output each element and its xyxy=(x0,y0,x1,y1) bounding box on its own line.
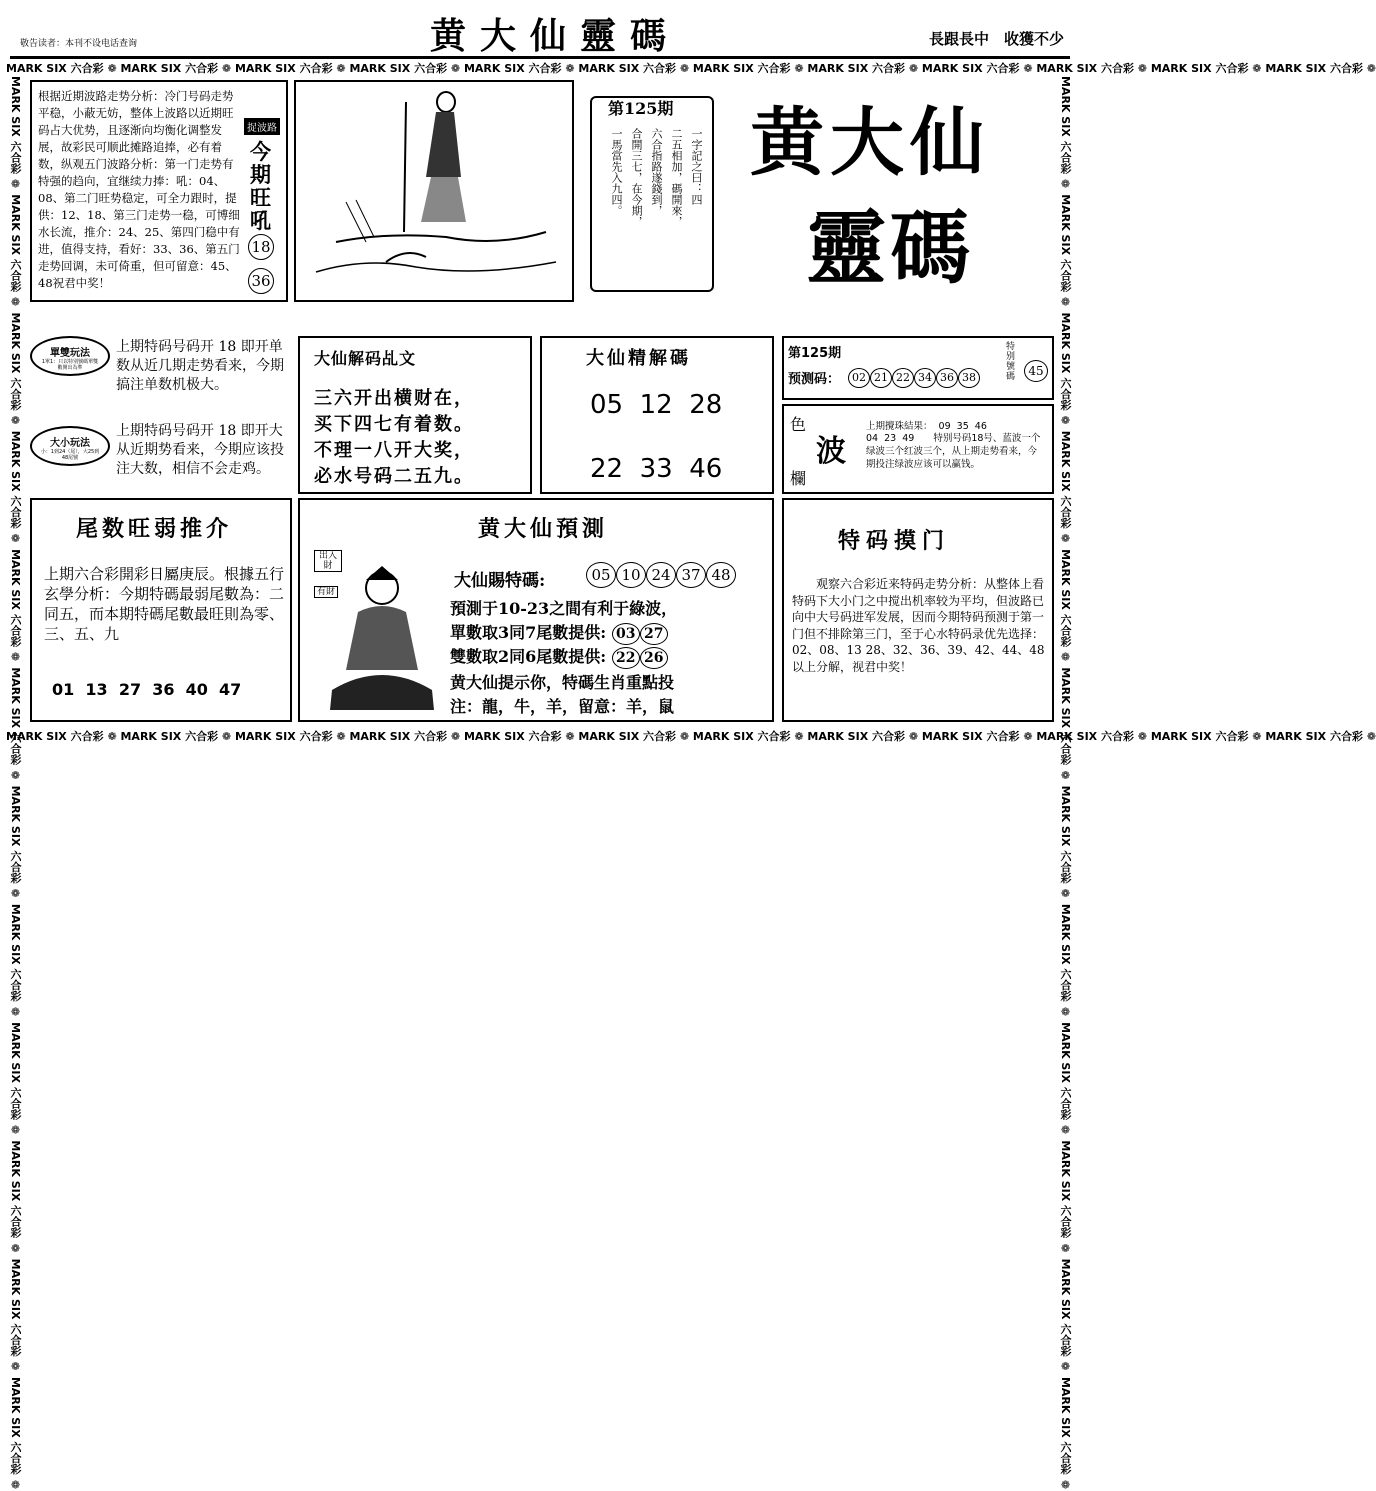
analysis-side-title: 今期旺吼 xyxy=(250,139,271,233)
seated-sage-image xyxy=(322,560,442,716)
odd-even-panel xyxy=(30,336,292,414)
logo xyxy=(750,84,1040,294)
sage-figure-image xyxy=(296,82,572,300)
big-small-label: 大小玩法 xyxy=(50,438,90,449)
odd-even-text: 上期特码号码开 18 即开单数从近几期走势看来，今期搞注单数机极大。 xyxy=(116,339,284,393)
odd-even-label: 單雙玩法 xyxy=(50,348,90,359)
sage-painting xyxy=(294,80,574,302)
seal-1-text: 出入財 xyxy=(318,551,337,571)
analysis-text: 根据近期波路走势分析：冷门号码走势平稳，小蔽无妨，整体上波路以近期旺码占大优势，且逐渐向均衡化调整发展，故彩民可顺此摊路追捧，必有着数，纵观五门波路分析：第一门走势有特强的趋向，宜继续力捧：吼：04、08、第二门旺势稳定，可全力跟时，提供：12、18、第三门走势一稳，可博细水长流，推介：24、25、第四门稳中有进，值得支持，看好：33、36、第五门走势回调，未可倚重，但可留意：45、48祝君中奖！ xyxy=(38,89,240,290)
special-door-title: 特码摸门 xyxy=(838,528,951,554)
forecast-line-2: 單數取3同7尾數提供: 03 27 xyxy=(450,620,668,645)
big-small-panel xyxy=(30,420,292,498)
analysis-number-2: 36 xyxy=(248,268,274,294)
logo-line-2: 靈碼 xyxy=(806,201,974,295)
scroll-verse-1: 一字記之曰：四 xyxy=(690,128,703,205)
color-wave-label-2: 欄 xyxy=(790,469,807,488)
analysis-number-1: 18 xyxy=(248,234,274,260)
tail-text: 上期六合彩開彩日屬庚辰。根據五行玄學分析：今期特碼最弱尾數為：二同五，而本期特碼尾數最旺則為零、三、五、九 xyxy=(44,565,285,643)
scroll-verse-2: 二五相加，碼開來， xyxy=(670,128,683,227)
poem-panel xyxy=(298,336,532,494)
forecast-line-3: 雙數取2同6尾數提供: 22 26 xyxy=(450,644,668,669)
scroll-issue: 第125期 xyxy=(608,99,674,118)
border-bottom: MARK SIX 六合彩 ❁ MARK SIX 六合彩 ❁ MARK SIX 六合彩 ❁ MARK SIX 六合彩 ❁ MARK SIX 六合彩 ❁ MARK SIX 六合彩 ❁ MARK SIX 六合彩 ❁ MARK SIX 六合彩 ❁ MARK SIX 六合彩 ❁ MARK SIX 六合彩 ❁ MARK SIX 六合彩 ❁ MARK SIX 六合彩 ❁ xyxy=(6,730,1376,743)
scroll-verse-4: 合開三七，在今期， xyxy=(630,128,643,227)
big-small-text: 上期特码号码开 18 即开大从近期势看来，今期应该投注大数，相信不会走鸡。 xyxy=(116,423,284,477)
forecast-line-4: 黄大仙提示你，特碼生肖重點投 xyxy=(450,673,675,692)
analysis-badge: 捉波路 xyxy=(244,118,280,135)
tail-numbers: 01 13 27 36 40 47 xyxy=(52,680,242,699)
color-wave-big: 波 xyxy=(816,434,846,469)
page-title: 黄大仙靈碼 xyxy=(430,15,681,57)
forecast-panel xyxy=(298,498,774,722)
jingjie-row-2: 22 33 46 xyxy=(590,454,723,484)
forecast-special-label: 大仙賜特碼: xyxy=(454,571,546,591)
border-top: MARK SIX 六合彩 ❁ MARK SIX 六合彩 ❁ MARK SIX 六合彩 ❁ MARK SIX 六合彩 ❁ MARK SIX 六合彩 ❁ MARK SIX 六合彩 ❁ MARK SIX 六合彩 ❁ MARK SIX 六合彩 ❁ MARK SIX 六合彩 ❁ MARK SIX 六合彩 ❁ MARK SIX 六合彩 ❁ MARK SIX 六合彩 ❁ xyxy=(6,62,1376,75)
odd-even-sub: 1單1：只以特別號碼單雙數開出為準 xyxy=(41,359,99,371)
poem-line-3: 不理一八开大奖， xyxy=(314,440,474,461)
color-wave-text: 04 23 49 特别号码18号、蓝波一个绿波三个红波三个，从上期走势看来，今期投注绿波应该可以赢钱。 xyxy=(866,433,1041,470)
prediction-issue: 第125期 xyxy=(788,346,842,361)
scroll-verse-3: 六合指路遂錢到， xyxy=(650,128,663,216)
forecast-line-3-text: 雙數取2同6尾數提供: xyxy=(450,647,607,666)
jingjie-title: 大仙精解碼 xyxy=(586,348,691,369)
forecast-line-5: 注：龍，牛，羊，留意：羊，鼠 xyxy=(450,697,675,716)
border-right: MARK SIX 六合彩 ❁ MARK SIX 六合彩 ❁ MARK SIX 六合彩 ❁ MARK SIX 六合彩 ❁ MARK SIX 六合彩 ❁ MARK SIX 六合彩 ❁ MARK SIX 六合彩 ❁ MARK SIX 六合彩 ❁ MARK SIX 六合彩 ❁ MARK SIX 六合彩 ❁ MARK SIX 六合彩 ❁ MARK SIX 六合彩 ❁ xyxy=(1059,76,1072,1491)
forecast-line-2-text: 單數取3同7尾數提供: xyxy=(450,623,607,642)
prediction-numbers: 02 21 22 34 36 38 xyxy=(848,366,980,388)
special-door-text: 观察六合彩近来特码走势分析：从整体上看特码下大小门之中搅出机率较为平均，但波路已向中大号码进军发展，因而今期特码预测于第一门但不排除第三门，至于心水特码录优先选择：02、08、13 28、32、36、39、42、44、48以上分解，视君中奖！ xyxy=(792,577,1045,674)
prediction-label: 预测码： xyxy=(788,372,841,387)
special-number: 45 xyxy=(1024,360,1048,382)
jingjie-panel xyxy=(540,336,774,494)
forecast-title: 黄大仙預測 xyxy=(478,516,609,542)
forecast-line-1: 預測于10-23之間有利于綠波， xyxy=(450,599,678,618)
poem-line-4: 必水号码二五九。 xyxy=(314,466,474,487)
tail-title: 尾数旺弱推介 xyxy=(76,516,233,542)
analysis-panel xyxy=(30,80,288,302)
big-small-oval xyxy=(30,426,110,466)
forecast-special-numbers: 05 10 24 37 48 xyxy=(586,562,736,588)
odd-even-oval xyxy=(30,336,110,376)
jingjie-row-1: 05 12 28 xyxy=(590,390,723,420)
poem-title: 大仙解码乩文 xyxy=(314,349,417,368)
slogan: 長跟長中 收獲不少 xyxy=(928,30,1064,48)
special-door-panel xyxy=(782,498,1054,722)
poem-line-1: 三六开出横财在， xyxy=(314,388,474,409)
header-bar xyxy=(10,6,1070,59)
special-label: 特别號碼 xyxy=(1006,342,1016,382)
prediction-code-panel xyxy=(782,336,1054,400)
poem-line-2: 买下四七有着数。 xyxy=(314,414,474,435)
tail-number-panel xyxy=(30,498,292,722)
logo-line-1: 黄大仙 xyxy=(750,100,990,186)
color-wave-label-1: 色 xyxy=(790,415,807,434)
border-left: MARK SIX 六合彩 ❁ MARK SIX 六合彩 ❁ MARK SIX 六合彩 ❁ MARK SIX 六合彩 ❁ MARK SIX 六合彩 ❁ MARK SIX 六合彩 ❁ MARK SIX 六合彩 ❁ MARK SIX 六合彩 ❁ MARK SIX 六合彩 ❁ MARK SIX 六合彩 ❁ MARK SIX 六合彩 ❁ MARK SIX 六合彩 ❁ xyxy=(9,76,22,1491)
notice-text: 敬告读者：本刊不设电话查询 xyxy=(20,39,138,49)
big-small-sub: 小：1到24（尾），大25到48尾號 xyxy=(40,449,100,461)
scroll-panel xyxy=(590,96,714,292)
seal-2-text: 有財 xyxy=(316,587,335,597)
color-wave-panel xyxy=(782,404,1054,494)
scroll-verse-5: 一馬當先入九四。 xyxy=(610,128,623,216)
color-wave-result: 上期攪珠結果： 09 35 46 xyxy=(866,421,987,432)
